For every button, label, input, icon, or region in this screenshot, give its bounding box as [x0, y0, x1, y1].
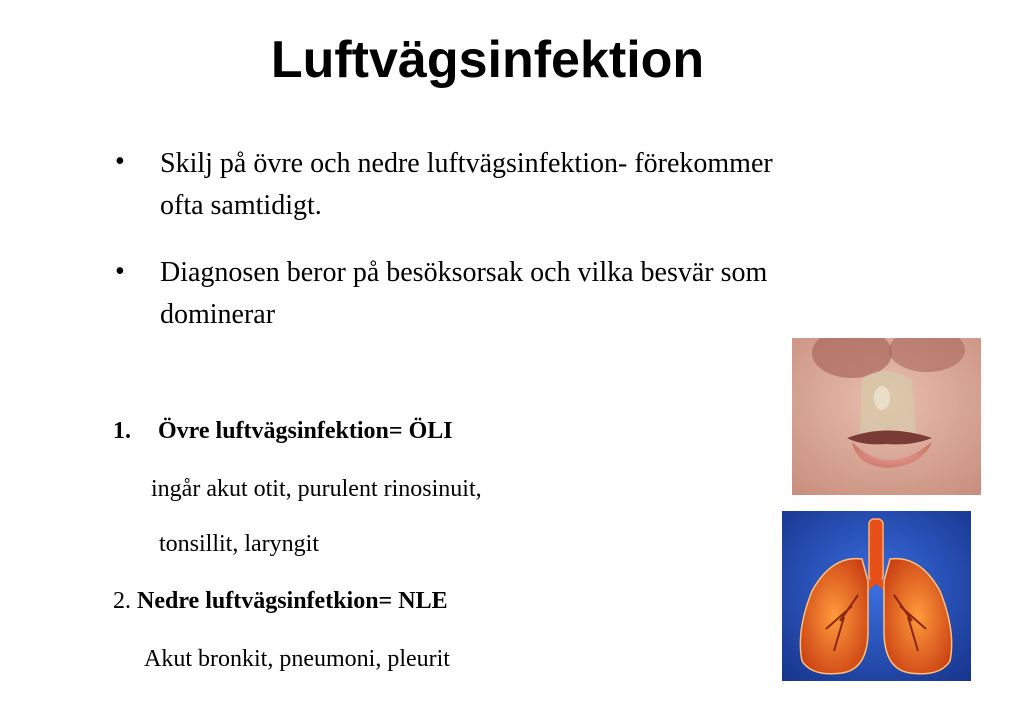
- slide-title: Luftvägsinfektion: [270, 31, 705, 89]
- list-heading-1: Övre luftvägsinfektion= ÖLI: [158, 418, 453, 444]
- bullet-marker-2: •: [115, 256, 125, 287]
- child-nose-image: [792, 338, 981, 495]
- lungs-illustration: [782, 511, 971, 681]
- bullet-text-1: Skilj på övre och nedre luftvägsinfektion- förekommer ofta samtidigt.: [160, 148, 773, 221]
- list-text-2a: Akut bronkit, pneumoni, pleurit: [144, 646, 450, 672]
- list-heading-2: Nedre luftvägsinfetkion= NLE: [137, 588, 448, 614]
- list-item-2: [113, 588, 448, 615]
- bullet-marker-1: •: [115, 146, 125, 177]
- list-number-2: 2.: [113, 588, 131, 614]
- bullet-text-2: Diagnosen beror på besöksorsak och vilka besvär som dominerar: [160, 257, 768, 330]
- child-nose-photo: [792, 338, 981, 495]
- list-text-1a: ingår akut otit, purulent rinosinuit,: [151, 476, 482, 502]
- list-text-1b: tonsillit, laryngit: [159, 531, 319, 557]
- lungs-image: [782, 511, 971, 681]
- list-number-1: 1.: [113, 418, 131, 444]
